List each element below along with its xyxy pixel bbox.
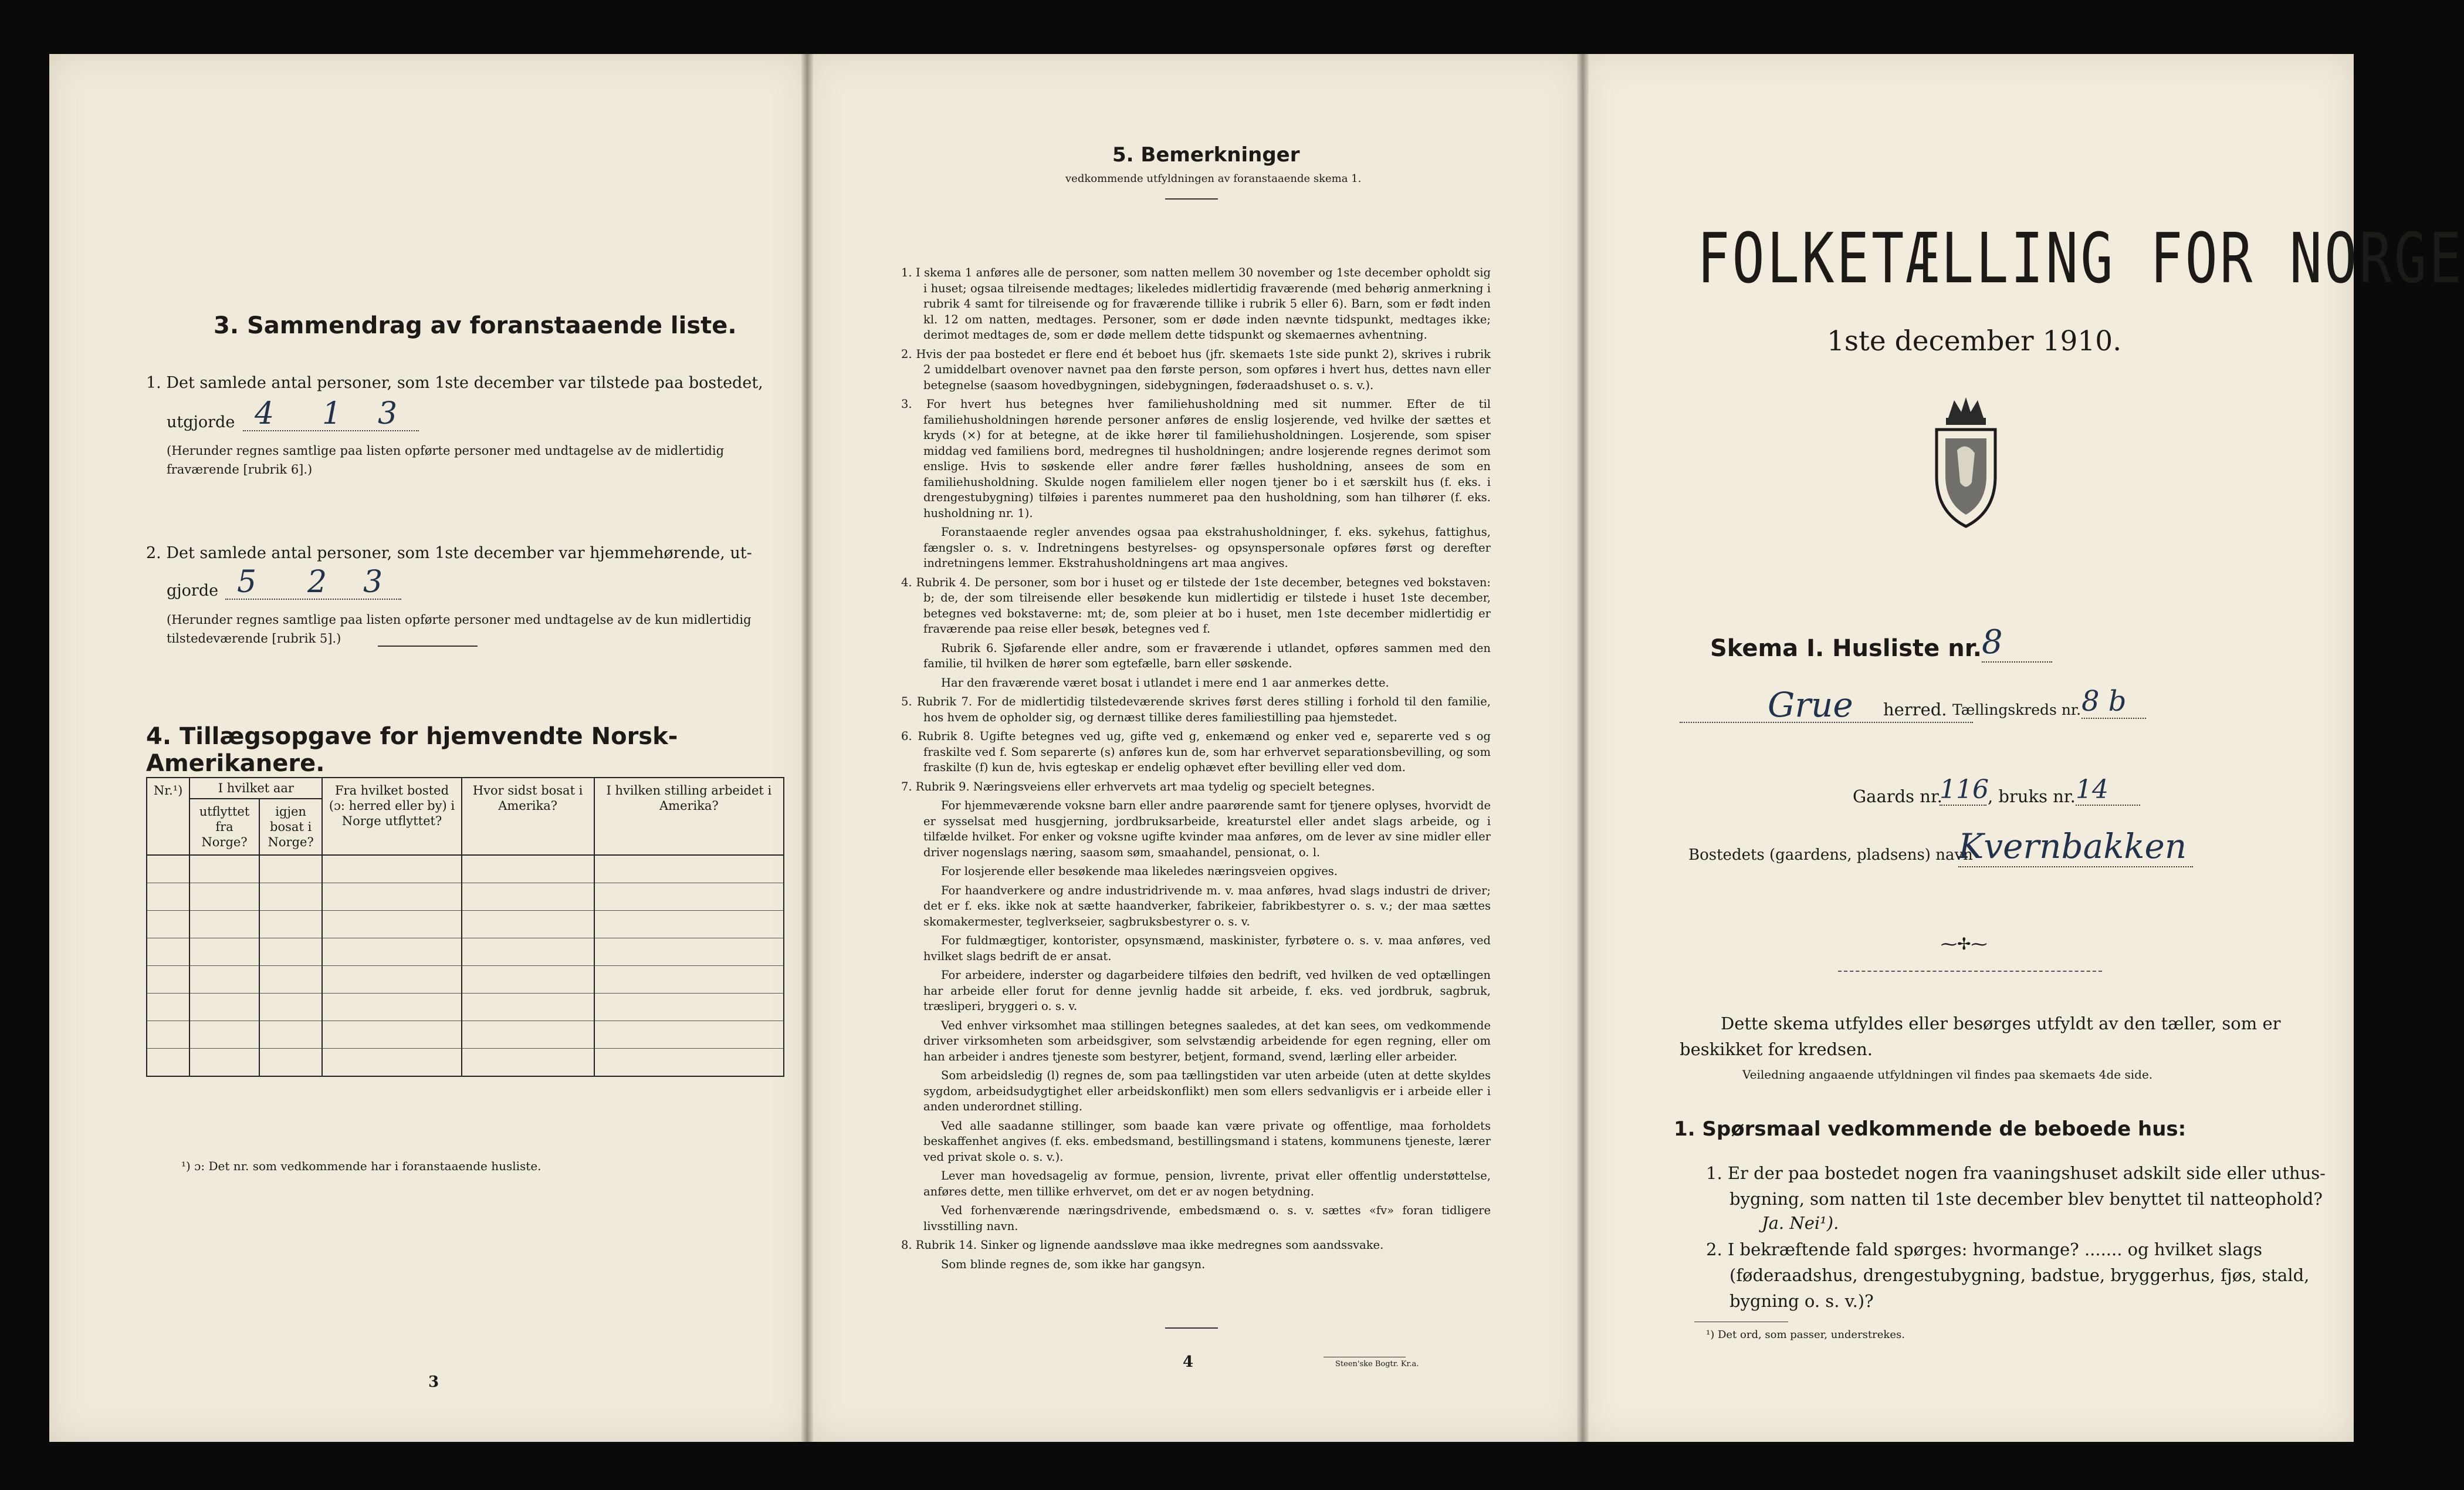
section4-footnote: ¹) ɔ: Det nr. som vedkommende har i foranstaaende husliste.: [181, 1159, 541, 1173]
gaards-label: Gaards nr.: [1853, 786, 1942, 806]
bosted-label: Bostedets (gaardens, pladsens) navn: [1688, 846, 1973, 864]
norsk-amerikanere-table: [146, 777, 784, 1077]
bemerkning-paragraph: 3. For hvert hus betegnes hver familiehusholdning med sit nummer. Efter de til familiehusholdningen hørende personer anføres de enslig losjerende, ved hvilke der sættes et kryds (×) for at betegne, at de ikke hører til familiehusholdningen. Losjerende, som spiser middag ved familiens bord, medregnes til husholdningen; andre losjerende regnes derimot som enslige. Hvis to søskende eller andre fører fælles husholdning, ansees de som en familiehusholdning. Skulde nogen familielem eller nogen tjener bo i et særskilt hus (f. eks. i drengestubygning) tilføies i parentes nummeret paa den husholdning, som han tilhører (f. eks. husholdning nr. 1).: [901, 397, 1491, 520]
printer-mark: Steen'ske Bogtr. Kr.a.: [1335, 1360, 1419, 1369]
section3-item2-value: 5 2 3: [225, 565, 401, 600]
intro-text: Dette skema utfyldes eller besørges utfyldt av den tæller, som er beskikket for kredsen.: [1680, 1013, 2281, 1059]
table-row: [147, 938, 784, 966]
herred-label: herred.: [1883, 700, 1947, 719]
bemerkning-paragraph: 5. Rubrik 7. For de midlertidig tilstedeværende skrives først deres stilling i forhold til den familie, hos hvem de opholder sig, og dernæst tillike deres familiestilling paa hjemstedet.: [901, 695, 1491, 724]
bemerkninger-list: [901, 265, 1491, 1276]
page-middle: [807, 54, 1583, 1442]
bruks-label: , bruks nr.: [1988, 786, 2076, 806]
gaards-value: 116: [1940, 775, 1989, 805]
section3-item1-label: utgjorde: [167, 413, 235, 431]
table-row: [147, 883, 784, 911]
bemerkning-paragraph: For arbeidere, inderster og dagarbeidere tilføies den bedrift, ved hvilken de ved optællingen har arbeide eller forut for denne jevnlig hadde sit arbeide, f. eks. ved jordbruk, sagbruk, træsliperi, bryggeri o. s. v.: [923, 968, 1491, 1013]
page-fold: [807, 54, 813, 1442]
page-number: 3: [428, 1373, 439, 1391]
kreds-label: Tællingskreds nr.: [1952, 701, 2081, 718]
section3-item1-value: 4 1 3: [243, 396, 419, 431]
section3-item2-text: 2. Det samlede antal personer, som 1ste december var hjemmehørende, ut-: [146, 544, 752, 562]
page-fold: [1583, 54, 1589, 1442]
col-stilling-amerika: I hvilken stilling arbeidet i Amerika?: [594, 778, 784, 855]
divider: [378, 646, 478, 647]
col-igjen-bosat: igjen bosat i Norge?: [259, 799, 323, 855]
bemerkninger-title: 5. Bemerkninger: [1112, 143, 1300, 167]
bemerkning-paragraph: 1. I skema 1 anføres alle de personer, som natten mellem 30 november og 1ste december opholdt sig i huset; ogsaa tilreisende medtages; likeledes midlertidig fraværende (med behørig anmerkning i rubrik 4 samt for tilreisende og for fraværende tillike i rubrik 5 eller 6). Barn, som er født inden kl. 12 om natten, medtages. Personer, som er døde inden nævnte tidspunkt, medtages ikke; derimot medtages de, som er døde mellem dette tidspunkt og skemaernes avhentning.: [901, 266, 1491, 342]
page-fold: [1577, 54, 1583, 1442]
section4-title: 4. Tillægsopgave for hjemvendte Norsk-Amerikanere.: [146, 723, 678, 777]
page-number: 4: [1183, 1353, 1194, 1371]
col-group-aar: I hvilket aar: [189, 778, 322, 799]
col-utflyttet: utflyttet fra Norge?: [189, 799, 259, 855]
bemerkning-paragraph: For hjemmeværende voksne barn eller andre paarørende samt for tjenere oplyses, hvorvidt de er sysselsat med husgjerning, jordbruksarbeide, kreaturstel eller andet slags arbeide, og i tilfælde hvilket. For enker og voksne ugifte kvinder maa anføres, om de lever av sine midler eller driver nogenslags næring, saasom søm, smaahandel, pensionat, o. l.: [923, 799, 1491, 859]
divider: [1838, 971, 2102, 972]
bemerkninger-subtitle: vedkommende utfyldningen av foranstaaende skema 1.: [1065, 173, 1362, 185]
table-row: [147, 1049, 784, 1077]
bruks-value: 14: [2076, 775, 2140, 806]
divider: [1165, 1327, 1218, 1329]
table-row: [147, 994, 784, 1021]
bemerkning-paragraph: Som blinde regnes de, som ikke har gangsyn.: [941, 1257, 1206, 1271]
section3-title: 3. Sammendrag av foranstaaende liste.: [214, 312, 737, 339]
page-right: [1583, 54, 2464, 1442]
section3-item1-text: 1. Det samlede antal personer, som 1ste december var tilstede paa bostedet,: [146, 374, 763, 392]
census-title: FOLKETÆLLING FOR NORGE: [1697, 218, 2464, 299]
col-bosat-amerika: Hvor sidst bosat i Amerika?: [462, 778, 594, 855]
bemerkning-paragraph: For losjerende eller besøkende maa likeledes næringsveien opgives.: [941, 864, 1338, 878]
question-2: 2. I bekræftende fald spørges: hvormange? ....... og hvilket slags (føderaadshus, drengestubygning, badstue, bryggerhus, fjøs, stald, bygning o. s. v.)?: [1706, 1239, 2310, 1311]
husliste-nr-value: 8: [1982, 623, 2052, 663]
bemerkning-paragraph: 8. Rubrik 14. Sinker og lignende aandssløve maa ikke medregnes som aandssvake.: [901, 1238, 1384, 1252]
kreds-value: 8 b: [2081, 685, 2146, 719]
section3-item2-note: (Herunder regnes samtlige paa listen opførte personer med undtagelse av de kun midlertidig tilstedeværende [rubrik 5].): [167, 613, 752, 646]
bemerkning-paragraph: 4. Rubrik 4. De personer, som bor i huset og er tilstede der 1ste december, betegnes ved bokstaven: b; de, der som tilreisende eller besøkende kun midlertidig er tilstede i huset 1ste december, betegnes ved bokstaverne: mt; de, som pleier at bo i huset, men 1ste december midlertidig er fraværende paa reise eller besøk, betegnes ved f.: [901, 575, 1491, 636]
skema-label: Skema I. Husliste nr.: [1710, 635, 1982, 662]
page-fold: [801, 54, 807, 1442]
veiledning-text: Veiledning angaaende utfyldningen vil findes paa skemaets 4de side.: [1742, 1067, 2153, 1082]
bemerkning-paragraph: Som arbeidsledig (l) regnes de, som paa tællingstiden var uten arbeide (uten at dette skyldes sygdom, arbeidsudygtighet eller arbeidskonflikt) men som ellers sedvanligvis er i arbeide eller i anden underordnet stilling.: [923, 1069, 1491, 1113]
table-row: [147, 1021, 784, 1049]
question-1: 1. Er der paa bostedet nogen fra vaaningshuset adskilt side eller uthus-bygning, som natten til 1ste december blev benyttet til natteophold?: [1706, 1163, 2326, 1209]
table-row: [147, 855, 784, 883]
bemerkning-paragraph: For fuldmægtiger, kontorister, opsynsmænd, maskinister, fyrbøtere o. s. v. maa anføres, ved hvilket slags bedrift de er ansat.: [923, 934, 1491, 963]
bemerkning-paragraph: Lever man hovedsagelig av formue, pension, livrente, privat eller offentlig understøttelse, anføres dette, men tillike erhvervet, om det er av nogen betydning.: [923, 1169, 1491, 1198]
bemerkning-paragraph: Ved forhenværende næringsdrivende, embedsmænd o. s. v. sættes «fv» foran tidligere livsstilling navn.: [923, 1204, 1491, 1233]
section3-item2-label: gjorde: [167, 582, 219, 600]
bemerkning-paragraph: Ved enhver virksomhet maa stillingen betegnes saaledes, at det kan sees, om vedkommende driver virksomheten som arbeidsgiver, som selvstændig arbeidende for egen regning, eller om han arbeider i andres tjeneste som bestyrer, betjent, formand, svend, lærling eller arbeider.: [923, 1018, 1491, 1063]
footnote: ¹) Det ord, som passer, understrekes.: [1706, 1329, 1905, 1341]
bemerkning-paragraph: Har den fraværende været bosat i utlandet i mere end 1 aar anmerkes dette.: [941, 675, 1389, 690]
bemerkning-paragraph: 7. Rubrik 9. Næringsveiens eller erhvervets art maa tydelig og specielt betegnes.: [901, 779, 1375, 793]
bemerkning-paragraph: 2. Hvis der paa bostedet er flere end ét beboet hus (jfr. skemaets 1ste side punkt 2), skrives i rubrik 2 umiddelbart ovenover navnet paa den første person, som opføres i hvert hus, dettes navn eller betegnelse (saasom hovedbygningen, sidebygningen, føderaadshuset o. s. v.).: [901, 347, 1491, 392]
questions-heading: 1. Spørsmaal vedkommende de beboede hus:: [1674, 1117, 2187, 1141]
col-bosted-norge: Fra hvilket bosted (ɔ: herred eller by) i Norge utflyttet?: [322, 778, 461, 855]
question-1-answer: Ja. Nei¹).: [1762, 1213, 1839, 1233]
ornament-icon: ⁓✢⁓: [1941, 934, 1988, 954]
divider: [1165, 198, 1218, 200]
herred-value: Grue: [1768, 685, 1853, 725]
census-date: 1ste december 1910.: [1827, 325, 2122, 357]
page-left: [49, 54, 807, 1442]
table-row: [147, 911, 784, 938]
bemerkning-paragraph: Ved alle saadanne stillinger, som baade kan være private og offentlige, maa forholdets beskaffenhet angives (f. eks. embedsmand, bestillingsmand i statens, kommunens tjeneste, lærer ved privat skole o. s. v.).: [923, 1119, 1491, 1164]
bemerkning-paragraph: Rubrik 6. Sjøfarende eller andre, som er fraværende i utlandet, opføres sammen med den familie, til hvilken de hører som egtefælle, barn eller søskende.: [923, 641, 1491, 670]
col-nr: Nr.¹): [147, 778, 189, 855]
section3-item1-note: (Herunder regnes samtlige paa listen opførte personer med undtagelse av de midlertidig fraværende [rubrik 6].): [167, 444, 725, 477]
bosted-value: Kvernbakken: [1958, 826, 2193, 867]
bemerkning-paragraph: For haandverkere og andre industridrivende m. v. maa anføres, hvad slags industri de driver; det er f. eks. ikke nok at sætte haandverker, fabrikeier, fabrikbestyrer o. s. v.; der maa sættes skomakermester, teglverkseier, sagbruksbestyrer o. s. v.: [923, 883, 1491, 928]
bemerkning-paragraph: 6. Rubrik 8. Ugifte betegnes ved ug, gifte ved g, enkemænd og enker ved e, separerte ved s og fraskilte ved f. Som separerte (s) anføres kun de, som har erhvervet separationsbevilling, og som fraskilte (f) kun de, hvis egteskap er endelig ophævet efter bevilling eller ved dom.: [901, 729, 1491, 774]
table-row: [147, 966, 784, 994]
bemerkning-paragraph: Foranstaaende regler anvendes ogsaa paa ekstrahusholdninger, f. eks. sykehus, fattighus, fængsler o. s. v. Indretningens bestyrelses- og opsynspersonale opføres først og derefter indretningens lemmer. Ekstrahusholdningens art maa angives.: [923, 525, 1491, 570]
coat-of-arms-icon: [1925, 394, 2007, 529]
